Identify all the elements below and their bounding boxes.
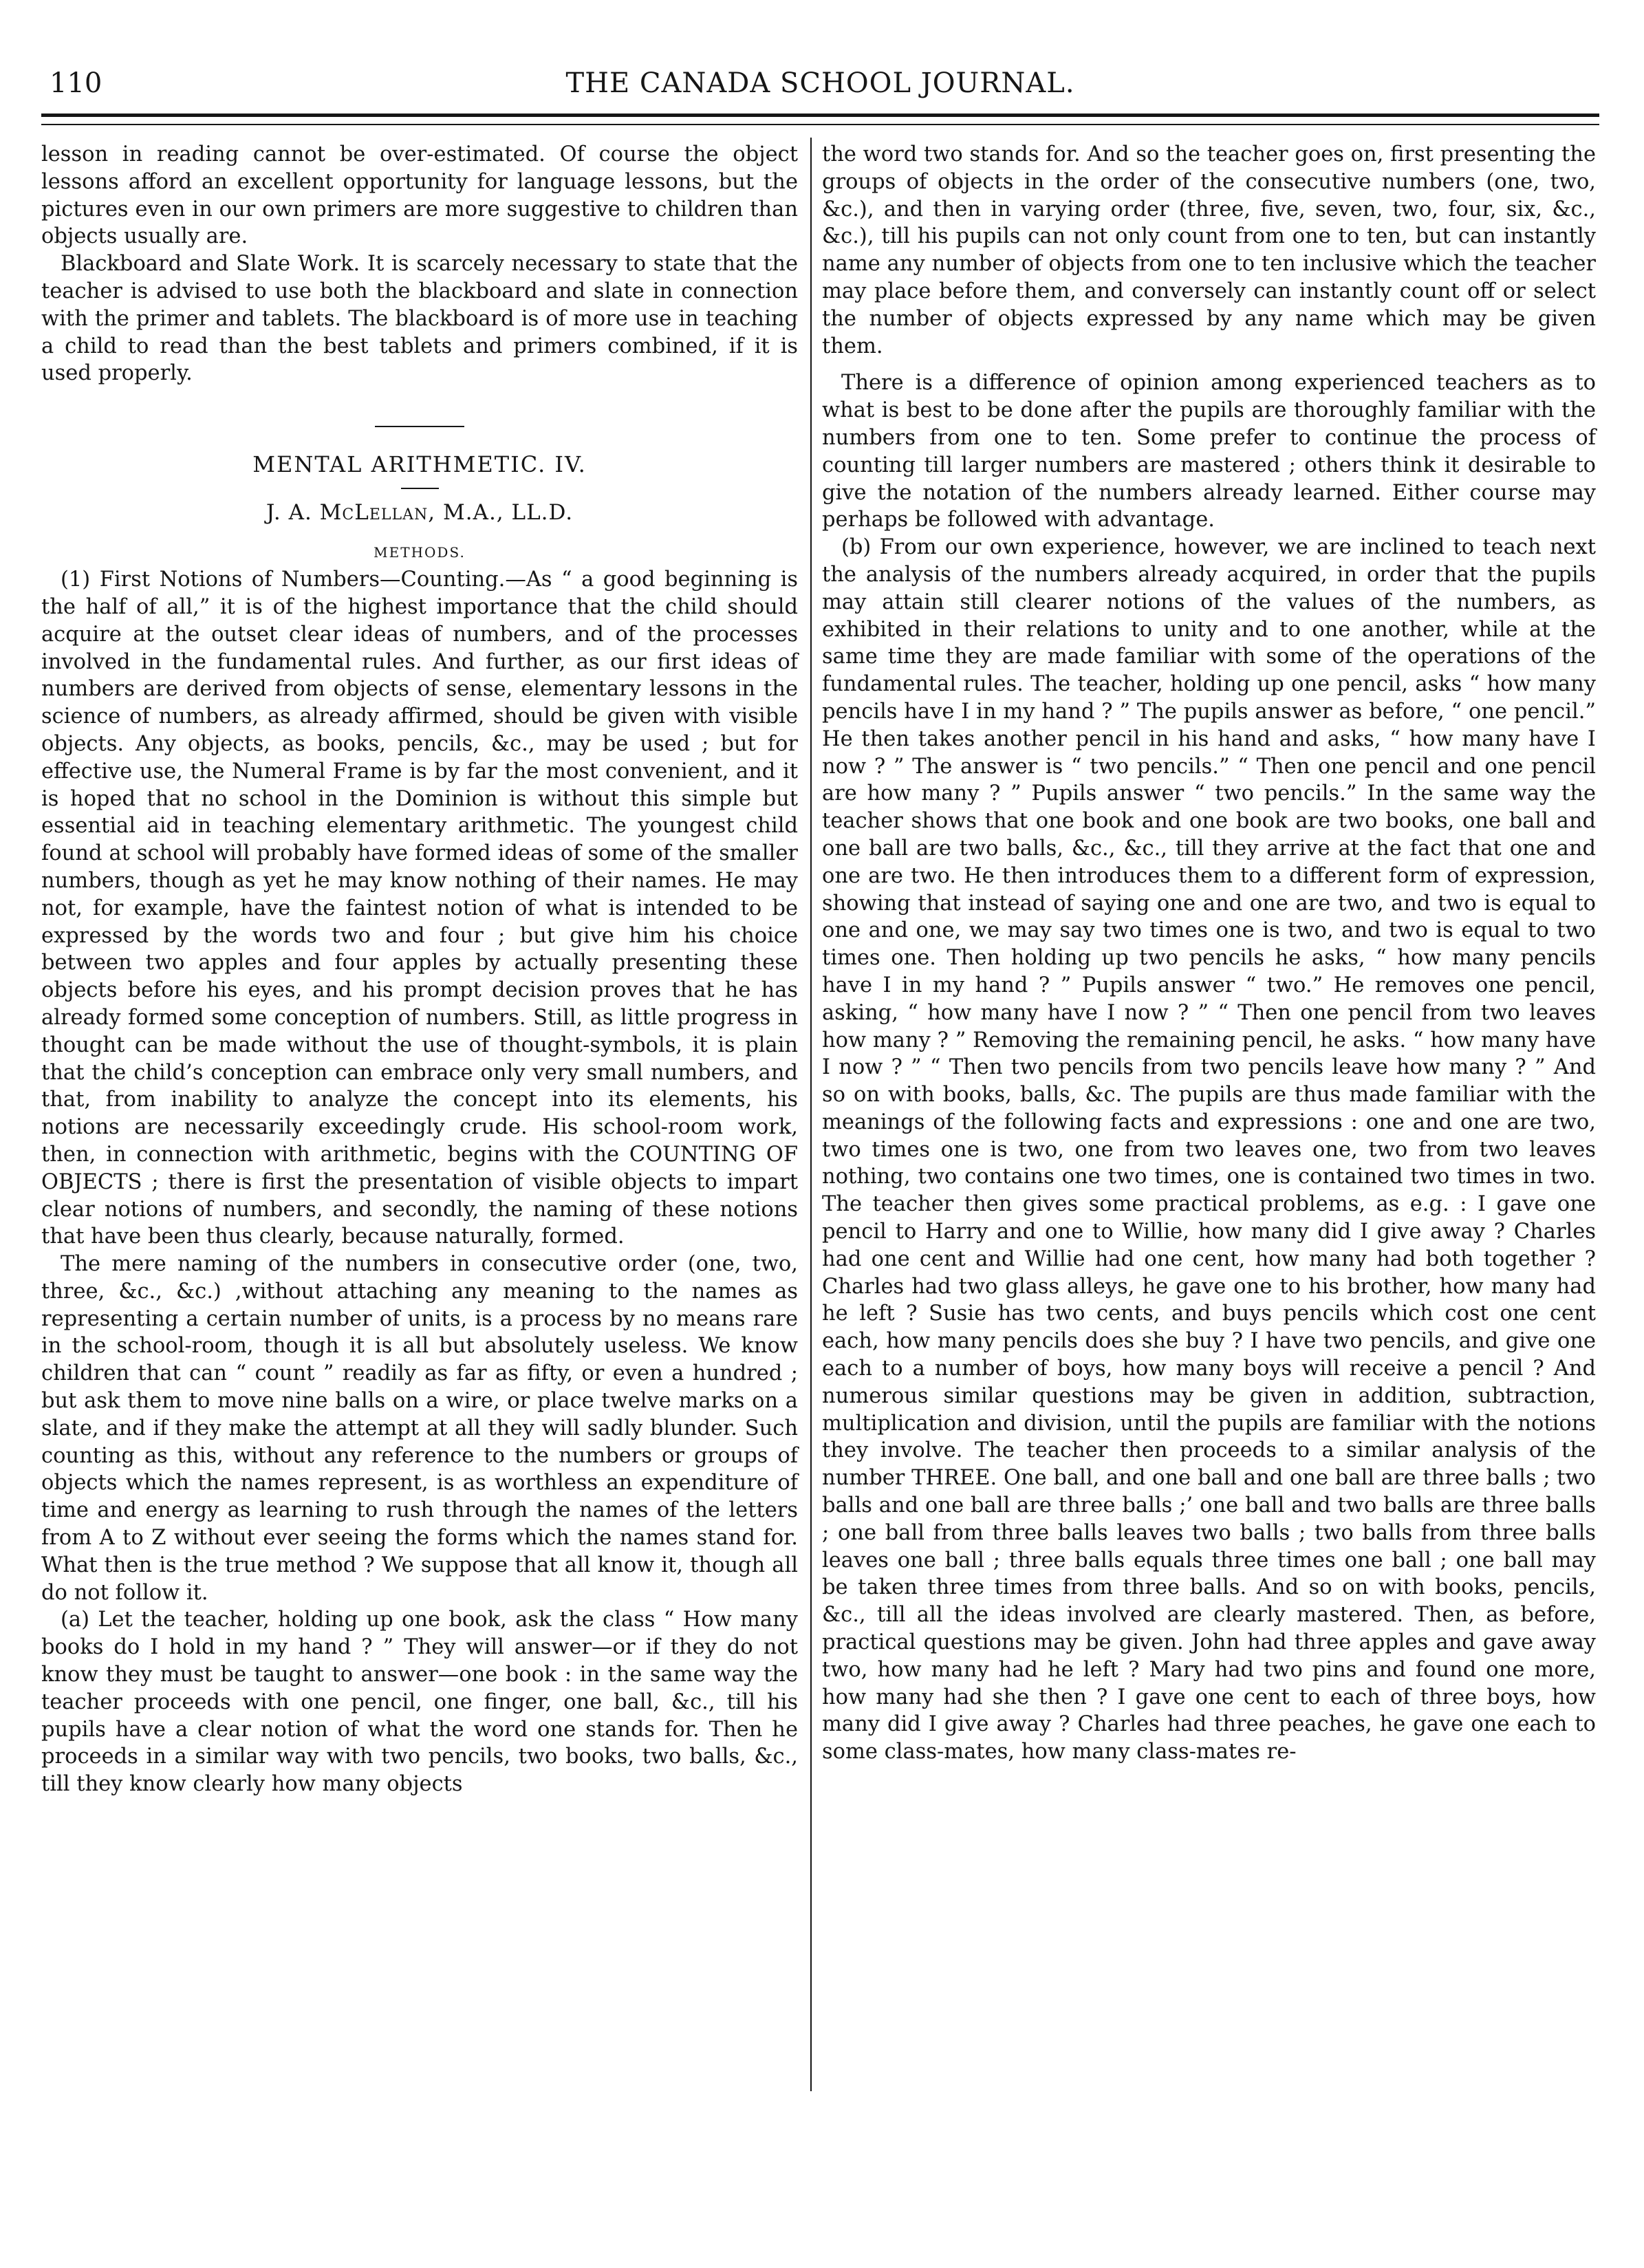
title-rule <box>401 488 439 489</box>
paragraph: lesson in reading cannot be over-estimated. Of course the object lessons afford an excellent opportunity for language lessons, but the pictures even in our own primers are more suggestive to children than objects usually are. <box>41 142 798 249</box>
paragraph: The mere naming of the numbers in consecutive order (one, two, three, &c., &c.) ,without attaching any meaning to the names as representing a certain number of units, is a process by no means rare in the school-room, though it is all but absolutely useless. We know children that can “ count ” readily as far as fifty, or even a hundred ; but ask them to move nine balls on a wire, or place twelve marks on a slate, and if they make the attempt at all they will sadly blunder. Such counting as this, without any reference to the numbers or groups of objects which the names represent, is as worthless an expenditure of time and energy as learning to rush through the names of the letters from A to Z without ever seeing the forms which the names stand for. What then is the true method ? We suppose that all know it, though all do not follow it. <box>41 1252 798 1605</box>
section-subhead: METHODS. <box>374 544 466 561</box>
column-divider <box>810 138 812 2091</box>
header-rule-thin <box>41 124 1599 125</box>
paragraph: the word two stands for. And so the teacher goes on, first presenting the groups of objects in the order of the consecutive numbers (one, two, &c.), and then in varying order (three, five, seven, two, four, six, &c., &c.), till his pupils can not only count from one to ten, but can instantly name any number of objects from one to ten inclusive which the teacher may place before them, and conversely can instantly count off or select the number of objects expressed by any name which may be given them. <box>822 142 1596 358</box>
author-line <box>41 499 798 526</box>
author-surname: McLellan <box>319 500 429 526</box>
page-header <box>41 62 1599 103</box>
left-column <box>41 141 798 1798</box>
paragraph: (b) From our own experience, however, we are inclined to teach next the analysis of the numbers already acquired, in order that the pupils may attain still clearer notions of the values of the numbers, as exhibited in their relations to unity and to one another, while at the same time they are made familiar with some of the operations of the fundamental rules. The teacher, holding up one pencil, asks “ how many pencils have I in my hand ? ” The pupils answer as before, “ one pencil.” He then takes another pencil in his hand and asks, “ how many have I now ? ” The answer is “ two pencils.” “ Then one pencil and one pencil are how many ? ” Pupils answer “ two pencils.” In the same way the teacher shows that one book and one book are two books, one ball and one ball are two balls, &c., &c., till they arrive at the fact that one and one are two. He then introduces them to a different form of expression, showing that instead of saying one and one are two, and two is equal to one and one, we may say two times one is two, and two is equal to two times one. Then holding up two pencils he asks, “ how many pencils have I in my hand ? ” Pupils answer “ two.” He removes one pencil, asking, “ how many have I now ? ” “ Then one pencil from two leaves how many ? ” Removing the remaining pencil, he asks. “ how many have I now ? ” “ Then two pencils from two pencils leave how many ? ” And so on with books, balls, &c. The pupils are thus made familiar with the meanings of the following facts and expressions : one and one are two, two times one is two, one from two leaves one, two from two leaves nothing, two contains one two times, one is contained two times in two. The teacher then gives some practical problems, as e.g. : I gave one pencil to Harry and one to Willie, how many did I give away ? Charles had one cent and Willie had one cent, how many had both together ? Charles had two glass alleys, he gave one to his brother, how many had he left ? Susie has two cents, and buys pencils which cost one cent each, how many pencils does she buy ? I have two pencils, and give one each to a number of boys, how many boys will receive a pencil ? And numerous similar questions may be given in addition, subtraction, multiplication and division, until the pupils are familiar with the notions they involve. The teacher then proceeds to a similar analysis of the number THREE. One ball, and one ball and one ball are three balls ; two balls and one ball are three balls ;’ one ball and two balls are three balls ; one ball from three balls leaves two balls ; two balls from three balls leaves one ball ; three balls equals three times one ball ; one ball may be taken three times from three balls. And so on with books, pencils, &c., till all the ideas involved are clearly mastered. Then, as before, practical questions may be given. John had three apples and gave away two, how many had he left ? Mary had two pins and found one more, how many had she then ? I gave one cent to each of three boys, how many did I give away ? Charles had three peaches, he gave one each to some class-mates, how many class-mates re- <box>822 535 1596 1764</box>
header-rule-thick <box>41 114 1599 117</box>
author-degrees: , M.A., LL.D. <box>428 500 574 526</box>
paragraph: Blackboard and Slate Work. It is scarcely necessary to state that the teacher is advised to use both the blackboard and slate in connection with the primer and tablets. The blackboard is of more use in teaching a child to read than the best tablets and primers combined, if it is used properly. <box>41 252 798 386</box>
journal-title: THE CANADA SCHOOL JOURNAL. <box>565 67 1075 99</box>
right-column <box>822 141 1596 1766</box>
section-divider <box>375 426 464 427</box>
paragraph: There is a difference of opinion among experienced teachers as to what is best to be done after the pupils are thoroughly familiar with the numbers from one to ten. Some prefer to continue the process of counting till larger numbers are mastered ; others think it desirable to give the notation of the numbers already learned. Either course may perhaps be followed with advantage. <box>822 371 1596 532</box>
article-title: MENTAL ARITHMETIC. IV. <box>252 451 587 478</box>
paragraph: (a) Let the teacher, holding up one book, ask the class “ How many books do I hold in my hand ? ” They will answer—or if they do not know they must be taught to answer—one book : in the same way the teacher proceeds with one pencil, one finger, one ball, &c., till his pupils have a clear notion of what the word one stands for. Then he proceeds in a similar way with two pencils, two books, two balls, &c., till they know clearly how many objects <box>41 1608 798 1797</box>
page-number: 110 <box>50 67 102 99</box>
author-initials: J. A. <box>266 500 320 526</box>
paragraph: (1) First Notions of Numbers—Counting.—As “ a good beginning is the half of all,” it is of the highest importance that the child should acquire at the outset clear ideas of numbers, and of the processes involved in the fundamental rules. And further, as our first ideas of numbers are derived from objects of sense, elementary lessons in the science of numbers, as already affirmed, should be given with visible objects. Any objects, as books, pencils, &c., may be used ; but for effective use, the Numeral Frame is by far the most convenient, and it is hoped that no school in the Dominion is without this simple but essential aid in teaching elementary arithmetic. The youngest child found at school will probably have formed ideas of some of the smaller numbers, though as yet he may know nothing of their names. He may not, for example, have the faintest notion of what is intended to be expressed by the words two and four ; but give him his choice between two apples and four apples by actually presenting these objects before his eyes, and his prompt decision proves that he has already formed some conception of numbers. Still, as little progress in thought can be made without the use of thought-symbols, it is plain that the child’s conception can embrace only very small numbers, and that, from inability to analyze the concept into its elements, his notions are necessarily exceedingly crude. His school-room work, then, in connection with arithmetic, begins with the COUNTING OF OBJECTS ; there is first the presentation of visible objects to impart clear notions of numbers, and secondly, the naming of these notions that have been thus clearly, because naturally, formed. <box>41 568 798 1249</box>
